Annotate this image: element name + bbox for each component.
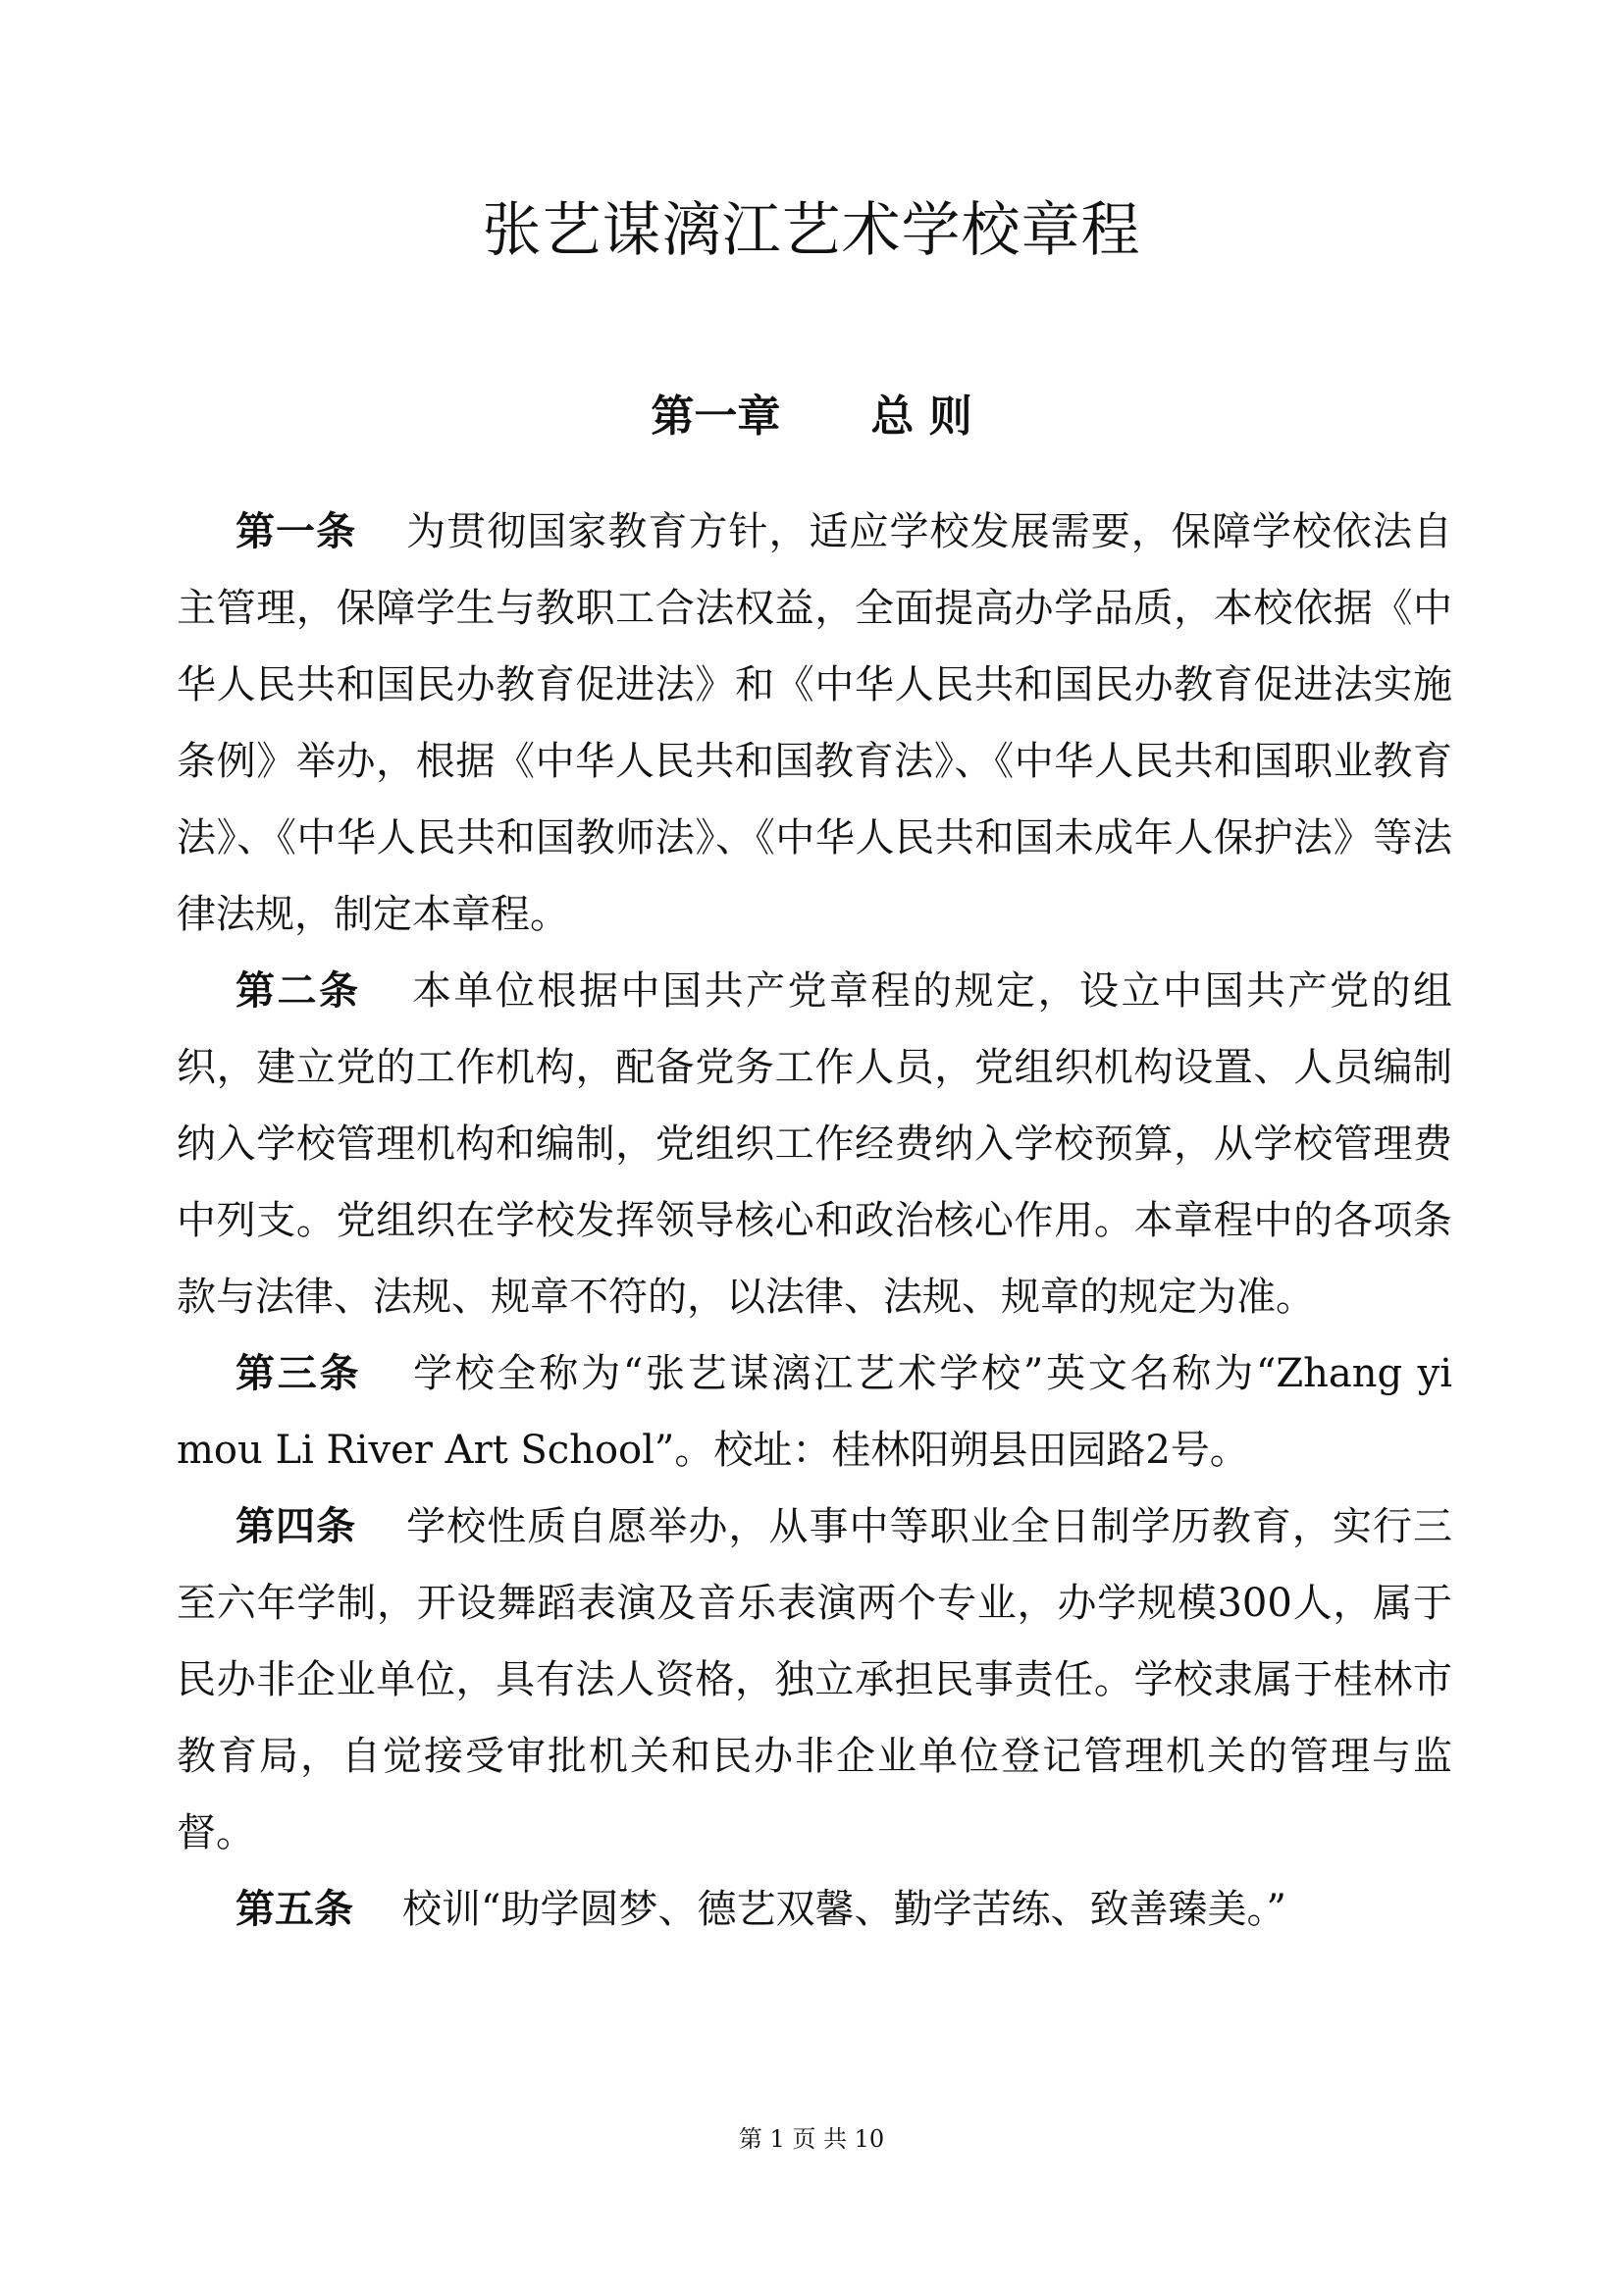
article-label: 第五条	[236, 1887, 353, 1932]
article-text: 为贯彻国家教育方针，适应学校发展需要，保障学校依法自主管理，保障学生与教职工合法权益，全面提高办学品质，本校依据《中华人民共和国民办教育促进法》和《中华人民共和国民办教育促进法实施条例》举办，根据《中华人民共和国教育法》、《中华人民共和国职业教育法》、《中华人民共和国教师法》、《中华人民共和国未成年人保护法》等法律法规，制定本章程。	[177, 509, 1453, 937]
document-title: 张艺谋漓江艺术学校章程	[482, 196, 1141, 265]
chapter-name: 总 则	[870, 391, 972, 442]
article-text: 学校全称为“张艺谋漓江艺术学校”英文名称为“Zhang yi mou Li River Art School”。校址：桂林阳朔县田园路2号。	[177, 1351, 1452, 1473]
article-1	[177, 494, 1452, 953]
article-label: 第一条	[236, 509, 357, 554]
article-3	[177, 1335, 1452, 1488]
chapter-heading	[0, 383, 1623, 451]
article-text: 本单位根据中国共产党章程的规定，设立中国共产党的组织，建立党的工作机构，配备党务工作人员，党组织机构设置、人员编制纳入学校管理机构和编制，党组织工作经费纳入学校预算，从学校管理费中列支。党组织在学校发挥领导核心和政治核心作用。本章程中的各项条款与法律、法规、规章不符的，以法律、法规、规章的规定为准。	[177, 968, 1452, 1320]
article-label: 第三条	[236, 1351, 362, 1396]
article-2	[177, 953, 1452, 1335]
article-text: 校训“助学圆梦、德艺双馨、勤学苦练、致善臻美。”	[402, 1887, 1286, 1932]
article-label: 第四条	[236, 1504, 357, 1549]
article-text: 学校性质自愿举办，从事中等职业全日制学历教育，实行三至六年学制，开设舞蹈表演及音乐表演两个专业，办学规模300人，属于民办非企业单位，具有法人资格，独立承担民事责任。学校隶属于桂林市教育局，自觉接受审批机关和民办非企业单位登记管理机关的管理与监督。	[177, 1504, 1453, 1855]
document-body	[177, 494, 1452, 1948]
article-label: 第二条	[236, 968, 361, 1014]
page-footer: 第 1 页 共 10	[738, 2125, 885, 2153]
chapter-number: 第一章	[651, 391, 781, 442]
article-4	[177, 1488, 1452, 1871]
article-5	[177, 1871, 1452, 1948]
